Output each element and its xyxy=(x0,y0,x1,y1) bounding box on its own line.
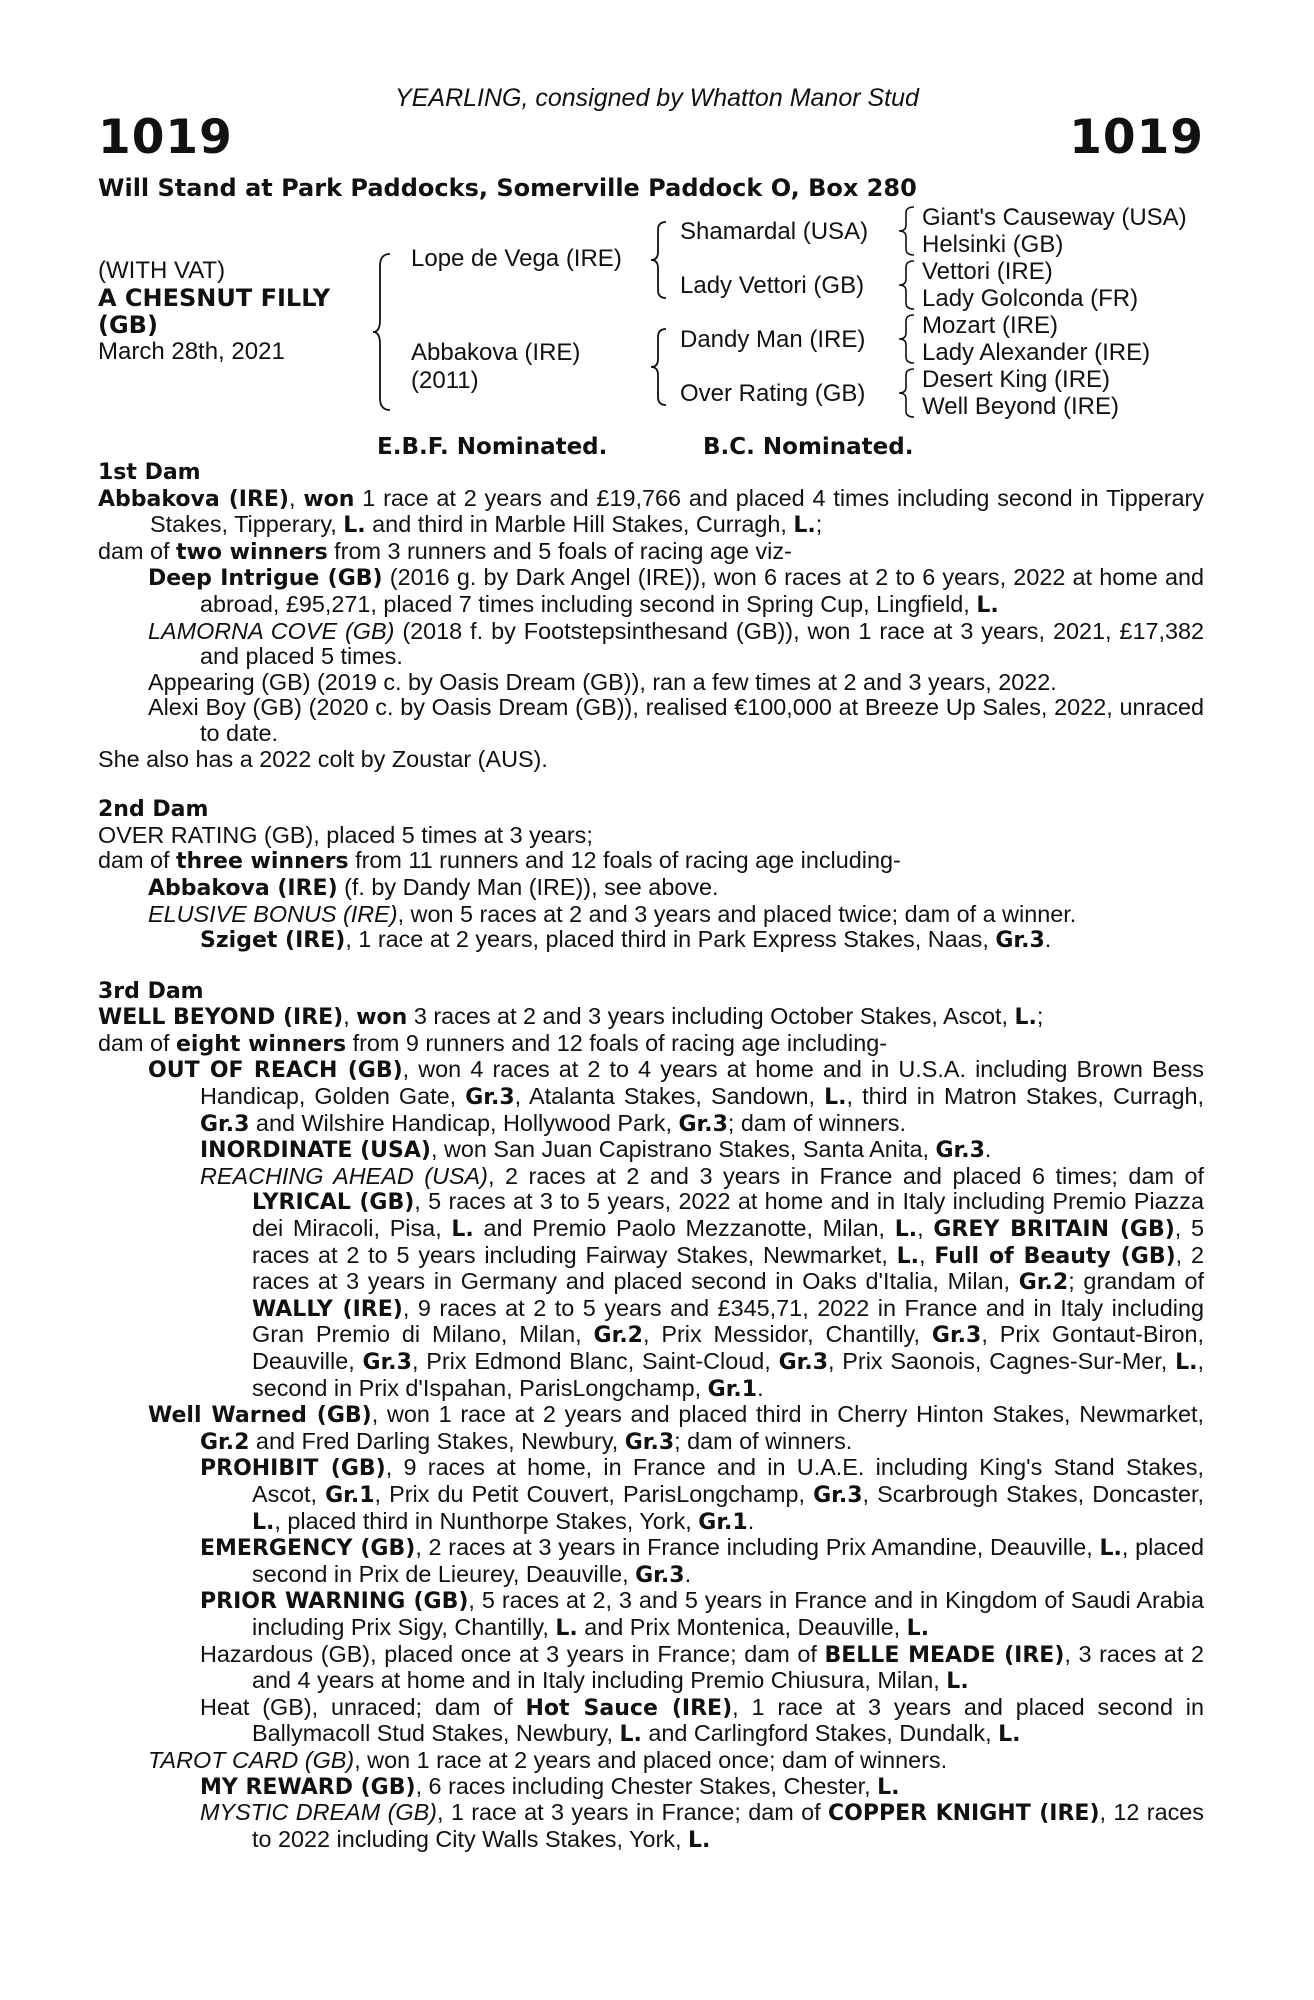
second-dam-abbakova: Abbakova (IRE) (f. by Dandy Man (IRE)), see above. xyxy=(148,873,719,901)
third-dam-well-warned: Well Warned (GB), won 1 race at 2 years and placed third in Cherry Hinton Stakes, Newmarket, Gr.2 and Fred Darling Stakes, Newbury, Gr.3; dam of winners. xyxy=(148,1401,1204,1455)
third-dam-hazardous: Hazardous (GB), placed once at 3 years in France; dam of BELLE MEADE (IRE), 3 races at 2 and 4 years at home and in Italy including Premio Chiusura, Milan, L. xyxy=(200,1640,1204,1695)
sire-dam: Lady Vettori (GB) xyxy=(680,272,865,299)
bc-nomination: B.C. Nominated. xyxy=(703,434,914,460)
produce-record xyxy=(98,460,1204,1853)
third-dam-entry: WELL BEYOND (IRE), won 3 races at 2 and 3 years including October Stakes, Ascot, L.; xyxy=(98,1003,1044,1031)
sire-brace xyxy=(650,220,668,300)
third-dam-reaching-ahead: REACHING AHEAD (USA), 2 races at 2 and 3 years in France and placed 6 times; dam of LYRICAL (GB), 5 races at 3 to 5 years, 2022 at home and in Italy including Premio Piazza dei Miracoli, Pisa, L. and Premio Paolo Mezzanotte, Milan, L., GREY BRITAIN (GB), 5 races at 2 to 5 years including Fairway Stakes, Newmarket, L., Full of Beauty (GB), 2 races at 3 years in Germany and placed second in Oaks d'Italia, Milan, Gr.2; grandam of WALLY (IRE), 9 races at 2 to 5 years and £345,71, 2022 in France and in Italy including Gran Premio di Milano, Milan, Gr.2, Prix Messidor, Chantilly, Gr.3, Prix Gontaut-Biron, Deauville, Gr.3, Prix Edmond Blanc, Saint-Cloud, Gr.3, Prix Saonois, Cagnes-Sur-Mer, L., second in Prix d'Ispahan, ParisLongchamp, Gr.1. xyxy=(200,1162,1205,1402)
horse-name: A CHESNUT FILLY xyxy=(98,284,331,312)
produce-2022-colt: She also has a 2022 colt by Zoustar (AUS). xyxy=(98,745,548,772)
produce-alexi-boy: Alexi Boy (GB) (2020 c. by Oasis Dream (GB)), realised €100,000 at Breeze Up Sales, 2022, unraced to date. xyxy=(148,694,1204,746)
dss: Mozart (IRE) xyxy=(922,312,1059,339)
consignor-line: YEARLING, consigned by Whatton Manor Stud xyxy=(395,84,919,112)
produce-deep-intrigue: Deep Intrigue (GB) (2016 g. by Dark Angel (IRE)), won 6 races at 2 to 6 years, 2022 at home and abroad, £95,271, placed 7 times including second in Spring Cup, Lingfield, L. xyxy=(148,564,1204,618)
second-dam-entry: OVER RATING (GB), placed 5 times at 3 years; xyxy=(98,821,593,848)
dam-year: (2011) xyxy=(411,367,479,394)
dam: Abbakova (IRE) xyxy=(411,339,581,366)
ddd: Well Beyond (IRE) xyxy=(922,393,1119,420)
third-dam-heat: Heat (GB), unraced; dam of Hot Sauce (IRE), 1 race at 3 years and placed second in Ballymacoll Stud Stakes, Newbury, L. and Carlingford Stakes, Dundalk, L. xyxy=(200,1693,1204,1748)
pedigree-brace-main xyxy=(372,252,392,412)
third-dam-my-reward: MY REWARD (GB), 6 races including Chester Stakes, Chester, L. xyxy=(200,1772,900,1800)
second-dam-sziget: Sziget (IRE), 1 race at 2 years, placed third in Park Express Stakes, Naas, Gr.3. xyxy=(200,926,1052,954)
sdd: Lady Golconda (FR) xyxy=(922,285,1139,312)
third-dam-tarot-card: TAROT CARD (GB), won 1 race at 2 years and placed once; dam of winners. xyxy=(148,1746,948,1773)
dd-brace xyxy=(898,367,916,419)
sds: Vettori (IRE) xyxy=(922,258,1053,285)
dam-brace xyxy=(650,327,668,407)
sd-brace xyxy=(898,259,916,311)
lot-number-left: 1019 xyxy=(98,110,233,165)
sire-sire: Shamardal (USA) xyxy=(680,218,869,245)
foaling-date: March 28th, 2021 xyxy=(98,338,285,365)
second-dam-title: 2nd Dam xyxy=(98,797,209,823)
second-dam-summary: dam of three winners from 11 runners and 12 foals of racing age including- xyxy=(98,847,901,875)
third-dam-title: 3rd Dam xyxy=(98,978,204,1004)
first-dam-summary: dam of two winners from 3 runners and 5 foals of racing age viz- xyxy=(98,537,792,565)
second-dam-elusive-bonus: ELUSIVE BONUS (IRE), won 5 races at 2 and 3 years and placed twice; dam of a winner. xyxy=(148,900,1077,927)
ssd: Helsinki (GB) xyxy=(922,231,1064,258)
dam-sire: Dandy Man (IRE) xyxy=(680,326,866,353)
ebf-nomination: E.B.F. Nominated. xyxy=(377,434,608,460)
ss-brace xyxy=(898,205,916,257)
dam-dam: Over Rating (GB) xyxy=(680,380,866,407)
third-dam-out-of-reach: OUT OF REACH (GB), won 4 races at 2 to 4 years at home and in U.S.A. including Brown Bess Handicap, Golden Gate, Gr.3, Atalanta Stakes, Sandown, L., third in Matron Stakes, Curragh, Gr.3 and Wilshire Handicap, Hollywood Park, Gr.3; dam of winners. xyxy=(148,1056,1204,1137)
sss: Giant's Causeway (USA) xyxy=(922,204,1187,231)
first-dam-title: 1st Dam xyxy=(98,460,201,485)
third-dam-mystic-dream: MYSTIC DREAM (GB), 1 race at 3 years in France; dam of COPPER KNIGHT (IRE), 12 races to 2022 including City Walls Stakes, York, L. xyxy=(200,1799,1204,1853)
horse-name-suffix: (GB) xyxy=(98,311,158,339)
third-dam-prohibit: PROHIBIT (GB), 9 races at home, in France and in U.A.E. including King's Stand Stakes, Ascot, Gr.1, Prix du Petit Couvert, ParisLongchamp, Gr.3, Scarbrough Stakes, Doncaster, L., placed third in Nunthorpe Stakes, York, Gr.1. xyxy=(200,1454,1205,1535)
third-dam-summary: dam of eight winners from 9 runners and 12 foals of racing age including- xyxy=(98,1029,888,1057)
third-dam-inordinate: INORDINATE (USA), won San Juan Capistrano Stakes, Santa Anita, Gr.3. xyxy=(200,1136,992,1164)
lot-number-right: 1019 xyxy=(1069,110,1204,165)
third-dam-emergency: EMERGENCY (GB), 2 races at 3 years in France including Prix Amandine, Deauville, L., placed second in Prix de Lieurey, Deauville, Gr.3. xyxy=(200,1534,1205,1588)
third-dam-prior-warning: PRIOR WARNING (GB), 5 races at 2, 3 and 5 years in France and in Kingdom of Saudi Arabia including Prix Sigy, Chantilly, L. and Prix Montenica, Deauville, L. xyxy=(200,1587,1204,1641)
produce-appearing: Appearing (GB) (2019 c. by Oasis Dream (GB)), ran a few times at 2 and 3 years, 2022. xyxy=(148,668,1057,695)
ds-brace xyxy=(898,313,916,365)
dsd: Lady Alexander (IRE) xyxy=(922,339,1151,366)
vat-note: (WITH VAT) xyxy=(98,257,226,284)
stabling-location: Will Stand at Park Paddocks, Somerville Paddock O, Box 280 xyxy=(98,174,917,202)
produce-lamorna-cove: LAMORNA COVE (GB) (2018 f. by Footstepsinthesand (GB)), won 1 race at 3 years, 2021, £17,382 and placed 5 times. xyxy=(148,617,1205,670)
sire: Lope de Vega (IRE) xyxy=(411,245,622,272)
first-dam-entry: Abbakova (IRE), won 1 race at 2 years and £19,766 and placed 4 times including second in Tipperary Stakes, Tipperary, L. and third in Marble Hill Stakes, Curragh, L.; xyxy=(98,484,1205,539)
dds: Desert King (IRE) xyxy=(922,366,1111,393)
